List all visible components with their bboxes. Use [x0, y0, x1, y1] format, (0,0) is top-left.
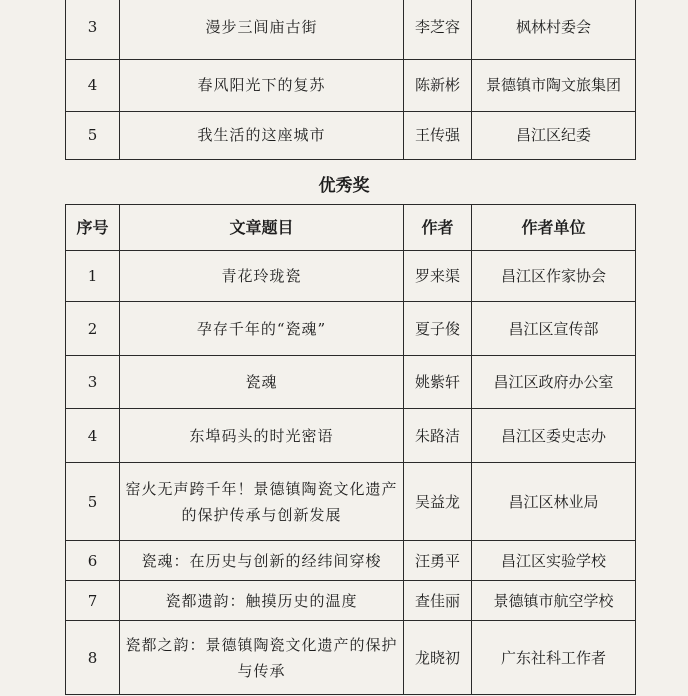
article-title: 我生活的这座城市 — [120, 111, 404, 159]
author-name: 王传强 — [404, 111, 472, 159]
article-title: 漫步三闾庙古街 — [120, 0, 404, 59]
article-title: 瓷魂：在历史与创新的经纬间穿梭 — [120, 541, 404, 581]
article-title: 东埠码头的时光密语 — [120, 409, 404, 463]
article-title: 窑火无声跨千年！景德镇陶瓷文化遗产的保护传承与创新发展 — [120, 463, 404, 541]
row-number: 7 — [66, 581, 120, 621]
author-unit: 广东社科工作者 — [472, 621, 636, 695]
article-title: 春风阳光下的复苏 — [120, 59, 404, 111]
table-row — [66, 356, 636, 409]
row-number: 4 — [66, 409, 120, 463]
table-row — [66, 463, 636, 541]
author-name: 朱路洁 — [404, 409, 472, 463]
author-name: 陈新彬 — [404, 59, 472, 111]
table-row — [66, 621, 636, 695]
row-number: 6 — [66, 541, 120, 581]
header-number: 序号 — [66, 205, 120, 251]
previous-award-table — [65, 0, 636, 160]
table-row — [66, 581, 636, 621]
section-title: 优秀奖 — [318, 176, 370, 196]
header-title: 文章题目 — [120, 205, 404, 251]
article-title: 瓷魂 — [120, 356, 404, 409]
table-row — [66, 59, 636, 111]
row-number: 8 — [66, 621, 120, 695]
author-name: 汪勇平 — [404, 541, 472, 581]
author-unit: 昌江区作家协会 — [472, 251, 636, 302]
author-unit: 昌江区纪委 — [472, 111, 636, 159]
row-number: 4 — [66, 59, 120, 111]
author-unit: 昌江区实验学校 — [472, 541, 636, 581]
row-number: 5 — [66, 111, 120, 159]
author-unit: 昌江区林业局 — [472, 463, 636, 541]
author-name: 查佳丽 — [404, 581, 472, 621]
author-name: 吴益龙 — [404, 463, 472, 541]
author-unit: 昌江区政府办公室 — [472, 356, 636, 409]
author-unit: 景德镇市航空学校 — [472, 581, 636, 621]
article-title: 瓷都之韵：景德镇陶瓷文化遗产的保护与传承 — [120, 621, 404, 695]
row-number: 3 — [66, 356, 120, 409]
author-unit: 枫林村委会 — [472, 0, 636, 59]
author-name: 李芝容 — [404, 0, 472, 59]
excellent-award-table — [65, 204, 636, 695]
table-row — [66, 409, 636, 463]
row-number: 1 — [66, 251, 120, 302]
author-name: 夏子俊 — [404, 302, 472, 356]
header-unit: 作者单位 — [472, 205, 636, 251]
author-unit: 昌江区委史志办 — [472, 409, 636, 463]
author-name: 龙晓初 — [404, 621, 472, 695]
author-unit: 景德镇市陶文旅集团 — [472, 59, 636, 111]
article-title: 瓷都遗韵：触摸历史的温度 — [120, 581, 404, 621]
author-unit: 昌江区宣传部 — [472, 302, 636, 356]
table-header-row — [66, 205, 636, 251]
article-title: 孕存千年的“瓷魂” — [120, 302, 404, 356]
header-author: 作者 — [404, 205, 472, 251]
table-row — [66, 541, 636, 581]
row-number: 5 — [66, 463, 120, 541]
article-title: 青花玲珑瓷 — [120, 251, 404, 302]
row-number: 2 — [66, 302, 120, 356]
table-row — [66, 251, 636, 302]
author-name: 姚紫轩 — [404, 356, 472, 409]
row-number: 3 — [66, 0, 120, 59]
table-row — [66, 302, 636, 356]
author-name: 罗来渠 — [404, 251, 472, 302]
table-row — [66, 0, 636, 59]
table-row — [66, 111, 636, 159]
